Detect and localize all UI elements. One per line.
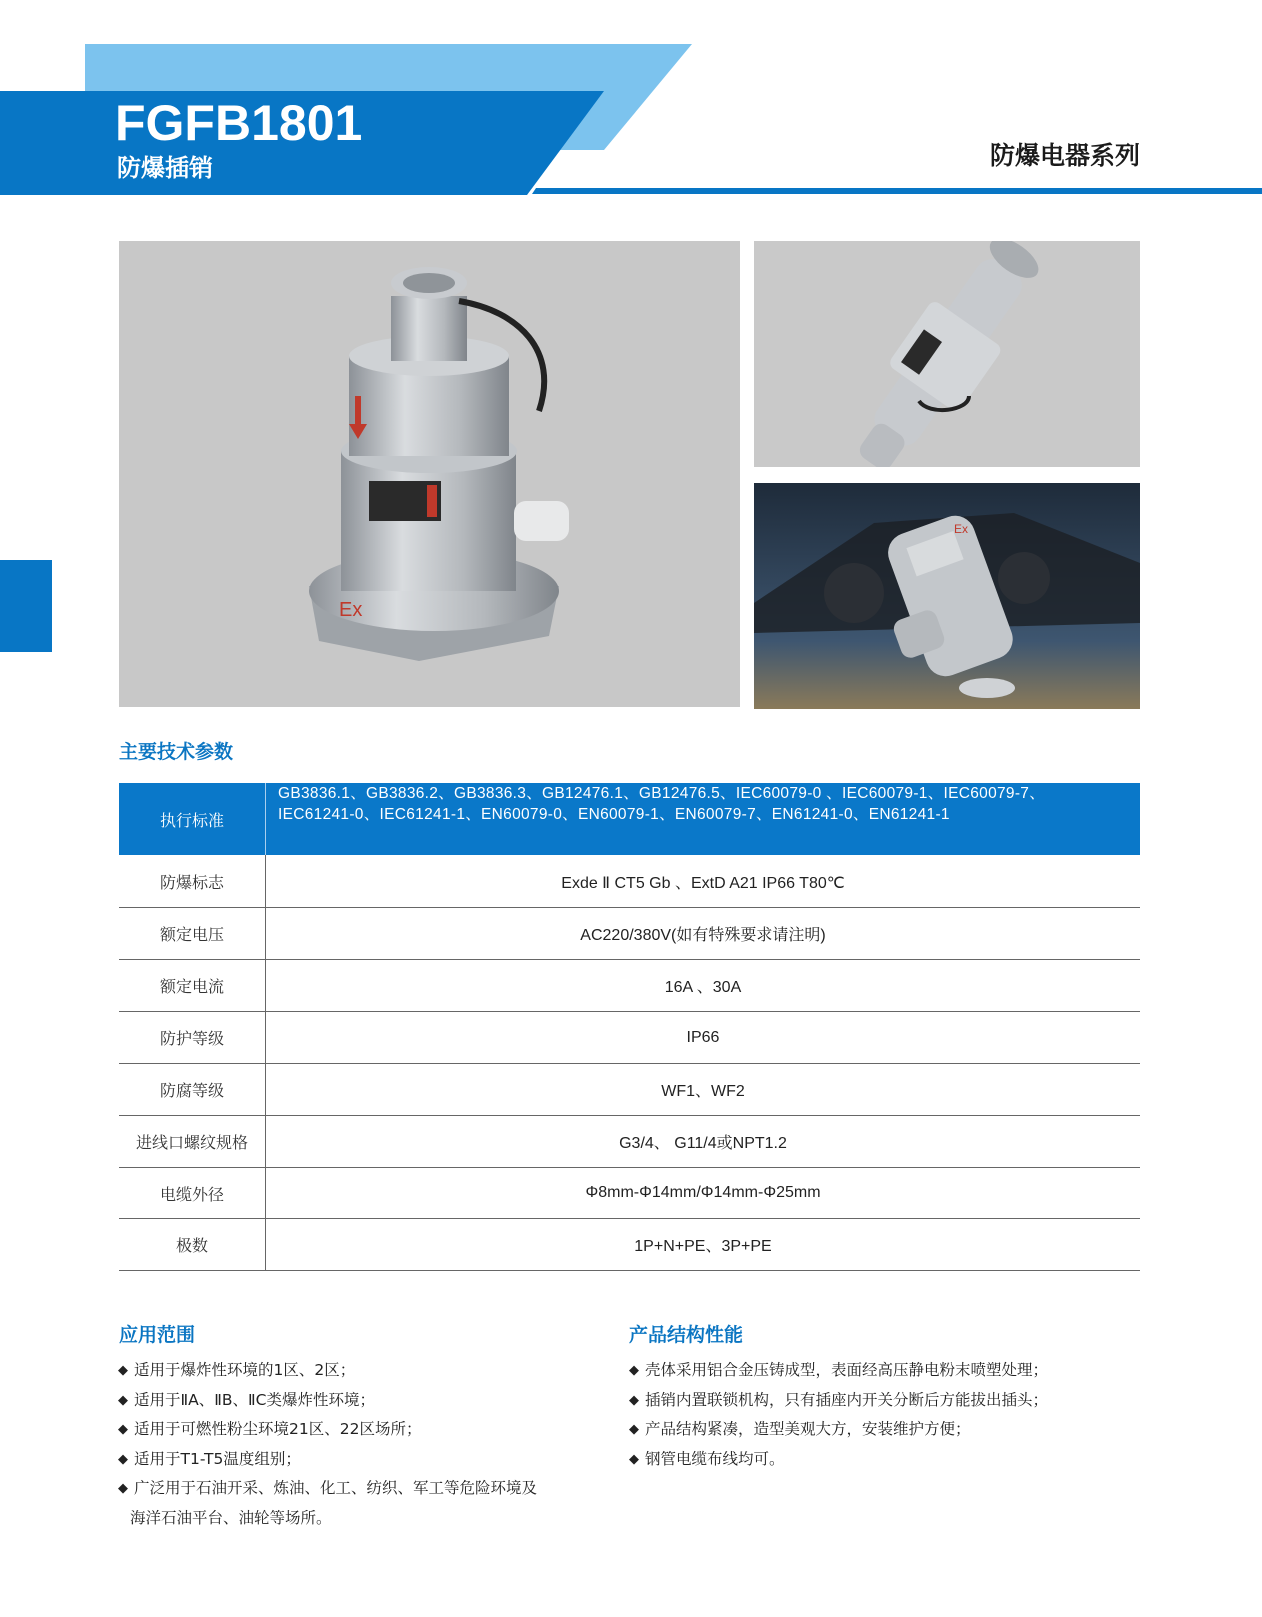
spec-row: [119, 960, 1140, 1012]
svg-text:Ex: Ex: [954, 522, 969, 536]
spec-label: 防护等级: [119, 1012, 266, 1063]
specs-section-title: 主要技术参数: [119, 741, 234, 763]
list-item: ◆ 适用于T1-T5温度组别；: [118, 1445, 608, 1475]
svg-text:Ex: Ex: [339, 599, 363, 621]
list-item-continuation: 海洋石油平台、油轮等场所。: [130, 1508, 332, 1527]
spec-row: [119, 1168, 1140, 1219]
header-banner: [0, 0, 1262, 200]
list-item: ◆ 插销内置联锁机构，只有插座内开关分断后方能拔出插头；: [629, 1386, 1149, 1416]
spec-value: Φ8mm-Φ14mm/Φ14mm-Φ25mm: [585, 1184, 821, 1201]
structure-list: [629, 1356, 1149, 1474]
spec-value: 16A 、30A: [664, 979, 742, 996]
spec-row: [119, 908, 1140, 960]
spec-value: Exde Ⅱ CT5 Gb 、ExtD A21 IP66 T80℃: [561, 874, 845, 892]
application-list: [118, 1356, 608, 1532]
spec-value: G3/4、 G11/4或NPT1.2: [619, 1135, 787, 1152]
banner-underline: [532, 188, 1262, 194]
spec-row: [119, 1116, 1140, 1168]
spec-value: AC220/380V(如有特殊要求请注明): [580, 927, 826, 944]
spec-label: 防腐等级: [119, 1064, 266, 1115]
main-product-photo: [119, 241, 740, 707]
standard-line-1: GB3836.1、GB3836.2、GB3836.3、GB12476.1、GB12476.5、IEC60079-0 、IEC60079-1、IEC60079-7、: [278, 785, 1046, 802]
spec-label: 电缆外径: [119, 1168, 266, 1218]
list-item: ◆ 产品结构紧凑，造型美观大方，安装维护方便；: [629, 1415, 1149, 1445]
installation-scene-photo: [754, 483, 1140, 709]
side-product-photo: [754, 241, 1140, 467]
spec-label: 极数: [119, 1219, 266, 1270]
spec-value: 1P+N+PE、3P+PE: [634, 1238, 772, 1255]
list-item: [118, 1474, 608, 1532]
spec-label: 执行标准: [119, 783, 266, 855]
product-model: FGFB1801: [115, 95, 363, 151]
spec-row: [119, 1064, 1140, 1116]
spec-table: [119, 783, 1140, 1271]
spec-row: [119, 1219, 1140, 1271]
list-item: ◆ 适用于ⅡA、ⅡB、ⅡC类爆炸性环境；: [118, 1386, 608, 1416]
spec-label: 防爆标志: [119, 855, 266, 907]
spec-value: IP66: [686, 1028, 720, 1046]
list-item: ◆ 适用于爆炸性环境的1区、2区；: [118, 1356, 608, 1386]
spec-label: 额定电流: [119, 960, 266, 1011]
spec-label: 进线口螺纹规格: [119, 1116, 266, 1167]
spec-row: [119, 1012, 1140, 1064]
list-item: ◆ 适用于可燃性粉尘环境21区、22区场所；: [118, 1415, 608, 1445]
list-item-text: 广泛用于石油开采、炼油、化工、纺织、军工等危险环境及: [134, 1479, 538, 1497]
spec-row: [119, 855, 1140, 908]
list-item: ◆ 壳体采用铝合金压铸成型，表面经高压静电粉末喷塑处理；: [629, 1356, 1149, 1386]
list-item: ◆ 钢管电缆布线均可。: [629, 1445, 1149, 1475]
application-section-title: 应用范围: [119, 1324, 196, 1346]
structure-section-title: 产品结构性能: [629, 1324, 744, 1346]
spec-row-standard: [119, 783, 1140, 855]
product-subtitle: 防爆插销: [117, 154, 213, 182]
spec-label: 额定电压: [119, 908, 266, 959]
spec-value: WF1、WF2: [661, 1083, 745, 1100]
standard-line-2: IEC61241-0、IEC61241-1、EN60079-0、EN60079-1、EN60079-7、EN61241-0、EN61241-1: [278, 806, 950, 823]
spec-value: [266, 783, 1140, 855]
side-tab-marker: [0, 560, 52, 652]
series-title: 防爆电器系列: [989, 141, 1140, 170]
